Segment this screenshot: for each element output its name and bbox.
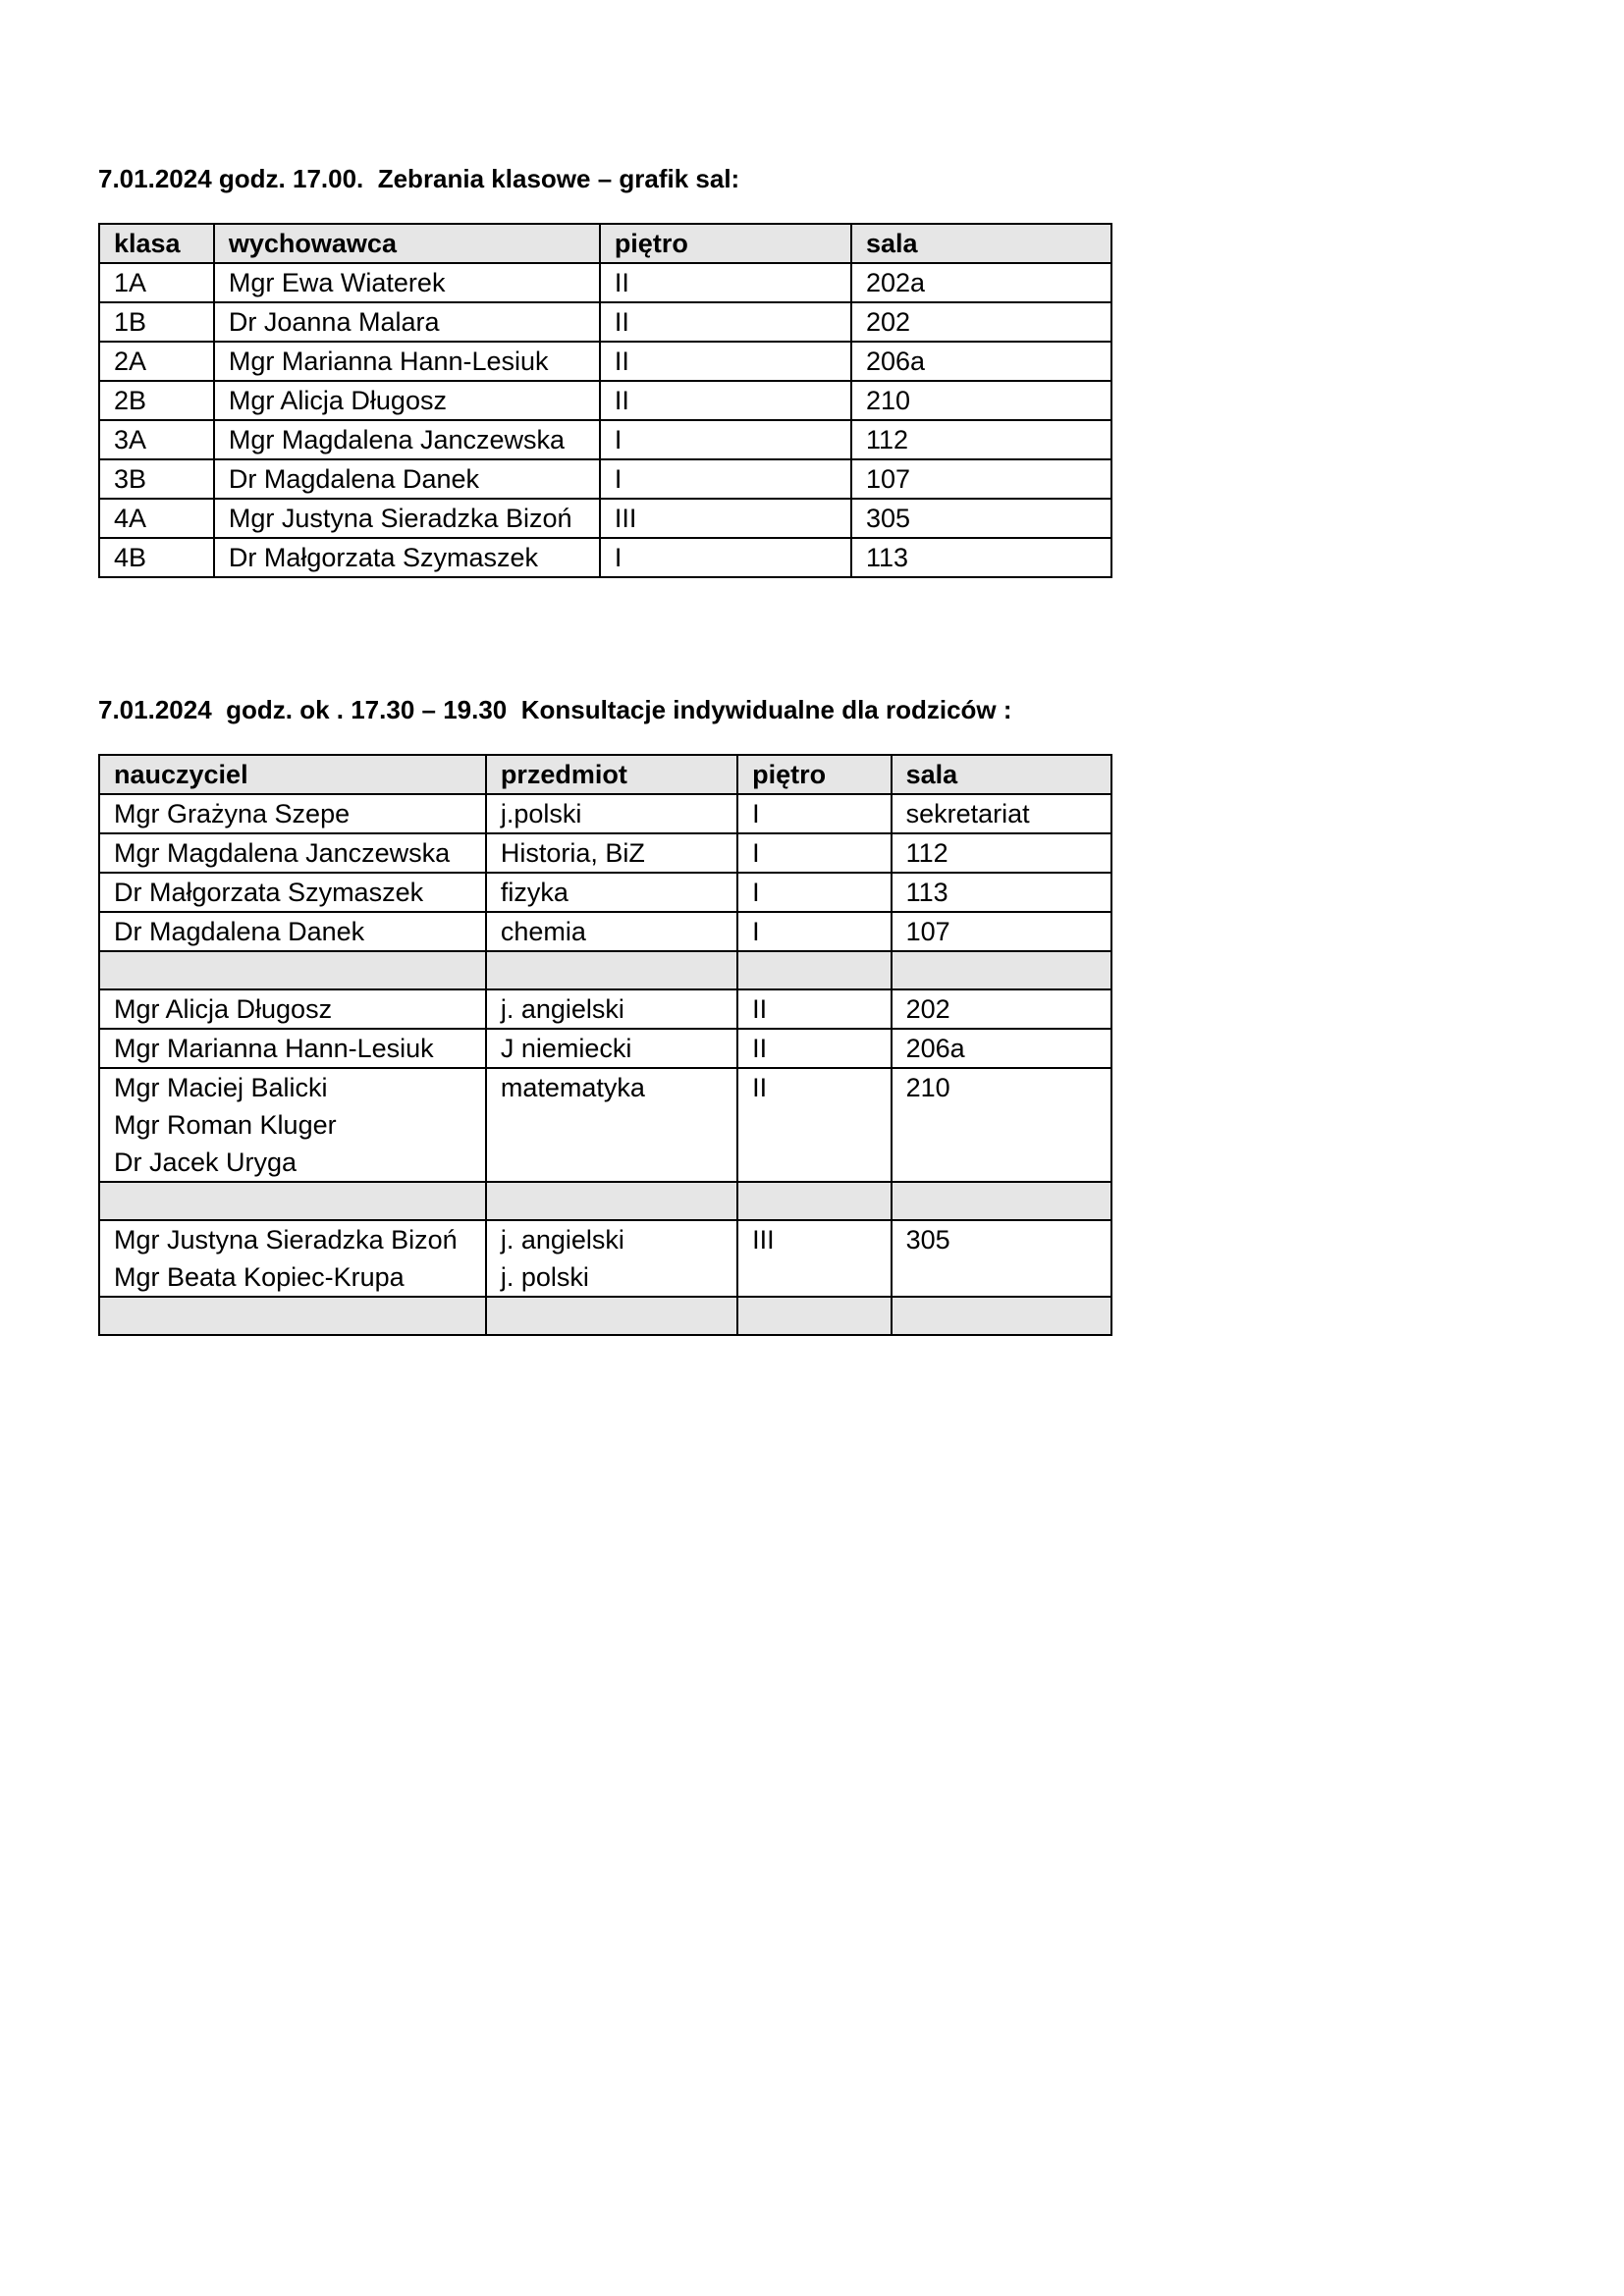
floor-cell [737, 989, 892, 1029]
homeroom-teacher-cell: Dr Magdalena Danek [214, 459, 600, 499]
empty-cell [486, 951, 737, 989]
room-cell: 202a [851, 263, 1111, 302]
floor-cell: II [600, 342, 851, 381]
table-row [99, 459, 1111, 499]
table-row [99, 833, 1111, 873]
subject-cell [486, 912, 737, 951]
class-cell: 4A [99, 499, 214, 538]
teacher-cell [99, 873, 486, 912]
cell-line: 305 [905, 1225, 950, 1255]
class-cell: 3B [99, 459, 214, 499]
floor-cell [737, 833, 892, 873]
floor-cell: I [600, 420, 851, 459]
cell-line: 107 [905, 917, 950, 946]
empty-cell [99, 1297, 486, 1335]
cell-line: Mgr Magdalena Janczewska [114, 838, 451, 868]
floor-cell [737, 873, 892, 912]
empty-cell [892, 951, 1111, 989]
cell-line: Mgr Justyna Sieradzka Bizoń [114, 1225, 458, 1255]
cell-line: I [752, 838, 760, 868]
cell-line: matematyka [500, 1073, 645, 1102]
table-row [99, 381, 1111, 420]
class-cell: 1A [99, 263, 214, 302]
homeroom-teacher-cell: Dr Joanna Malara [214, 302, 600, 342]
table-header-row [99, 755, 1111, 794]
room-cell: 113 [851, 538, 1111, 577]
empty-cell [737, 1297, 892, 1335]
room-cell [892, 912, 1111, 951]
floor-cell [737, 794, 892, 833]
blank-separator-row [99, 1182, 1111, 1220]
class-cell: 2B [99, 381, 214, 420]
table-row [99, 989, 1111, 1029]
class-cell: 4B [99, 538, 214, 577]
floor-cell [737, 1220, 892, 1297]
cell-line: fizyka [500, 878, 568, 907]
column-header-room: sala [851, 224, 1111, 263]
room-cell: 107 [851, 459, 1111, 499]
teacher-cell [99, 1220, 486, 1297]
cell-line: 202 [905, 994, 950, 1024]
cell-line: Dr Jacek Uryga [114, 1148, 298, 1177]
table-row [99, 499, 1111, 538]
room-cell: 206a [851, 342, 1111, 381]
room-cell: 112 [851, 420, 1111, 459]
floor-cell [737, 1068, 892, 1182]
homeroom-teacher-cell: Mgr Justyna Sieradzka Bizoń [214, 499, 600, 538]
table-row [99, 263, 1111, 302]
cell-line: Historia, BiZ [500, 838, 645, 868]
table-row [99, 1029, 1111, 1068]
cell-line: Mgr Roman Kluger [114, 1110, 337, 1140]
room-cell [892, 989, 1111, 1029]
subject-cell [486, 1068, 737, 1182]
teacher-cell [99, 833, 486, 873]
cell-line: Mgr Beata Kopiec-Krupa [114, 1262, 405, 1292]
empty-cell [892, 1297, 1111, 1335]
class-meetings-table [98, 223, 1112, 578]
teacher-cell [99, 794, 486, 833]
column-header-class: klasa [99, 224, 214, 263]
cell-line: chemia [500, 917, 586, 946]
floor-cell [737, 912, 892, 951]
cell-line: Dr Małgorzata Szymaszek [114, 878, 424, 907]
teacher-cell [99, 989, 486, 1029]
class-cell: 1B [99, 302, 214, 342]
consultations-heading: 7.01.2024 godz. ok . 17.30 – 19.30 Konsultacje indywidualne dla rodziców : [98, 695, 1012, 724]
table-row [99, 302, 1111, 342]
floor-cell: III [600, 499, 851, 538]
column-header-floor: piętro [600, 224, 851, 263]
empty-cell [486, 1297, 737, 1335]
blank-separator-row [99, 1297, 1111, 1335]
table-row [99, 1220, 1111, 1297]
room-cell: 305 [851, 499, 1111, 538]
column-header-subject: przedmiot [486, 755, 737, 794]
cell-line: 112 [905, 838, 948, 868]
homeroom-teacher-cell: Mgr Magdalena Janczewska [214, 420, 600, 459]
table-header-row [99, 224, 1111, 263]
teacher-cell [99, 912, 486, 951]
floor-cell: I [600, 459, 851, 499]
cell-line: Mgr Alicja Długosz [114, 994, 333, 1024]
subject-cell [486, 989, 737, 1029]
subject-cell [486, 1220, 737, 1297]
floor-cell: I [600, 538, 851, 577]
cell-line: j. angielski [500, 1225, 624, 1255]
room-cell [892, 1220, 1111, 1297]
table-row [99, 342, 1111, 381]
empty-cell [737, 1182, 892, 1220]
cell-line: III [752, 1225, 775, 1255]
cell-line: II [752, 994, 768, 1024]
floor-cell [737, 1029, 892, 1068]
cell-line: j.polski [500, 799, 582, 828]
cell-line: 206a [905, 1034, 965, 1063]
teacher-cell [99, 1029, 486, 1068]
table-row [99, 420, 1111, 459]
cell-line: J niemiecki [500, 1034, 632, 1063]
column-header-teacher: nauczyciel [99, 755, 486, 794]
table-row [99, 538, 1111, 577]
cell-line: j. polski [500, 1262, 589, 1292]
consultations-table-body [99, 794, 1111, 1335]
cell-line: II [752, 1034, 768, 1063]
subject-cell [486, 794, 737, 833]
room-cell [892, 833, 1111, 873]
room-cell: 210 [851, 381, 1111, 420]
empty-cell [737, 951, 892, 989]
class-meetings-table-body [99, 263, 1111, 577]
table-row [99, 873, 1111, 912]
room-cell [892, 1029, 1111, 1068]
cell-line: 113 [905, 878, 948, 907]
subject-cell [486, 1029, 737, 1068]
table-row [99, 912, 1111, 951]
cell-line: Mgr Maciej Balicki [114, 1073, 328, 1102]
blank-separator-row [99, 951, 1111, 989]
class-meetings-heading: 7.01.2024 godz. 17.00. Zebrania klasowe – grafik sal: [98, 164, 740, 193]
cell-line: I [752, 799, 760, 828]
cell-line: j. angielski [500, 994, 624, 1024]
floor-cell: II [600, 302, 851, 342]
table-row [99, 1068, 1111, 1182]
empty-cell [99, 1182, 486, 1220]
table-row [99, 794, 1111, 833]
class-cell: 3A [99, 420, 214, 459]
empty-cell [892, 1182, 1111, 1220]
column-header-homeroom-teacher: wychowawca [214, 224, 600, 263]
consultations-table [98, 754, 1112, 1336]
room-cell: 202 [851, 302, 1111, 342]
homeroom-teacher-cell: Mgr Alicja Długosz [214, 381, 600, 420]
homeroom-teacher-cell: Mgr Marianna Hann-Lesiuk [214, 342, 600, 381]
homeroom-teacher-cell: Mgr Ewa Wiaterek [214, 263, 600, 302]
cell-line: I [752, 878, 760, 907]
cell-line: Mgr Marianna Hann-Lesiuk [114, 1034, 434, 1063]
cell-line: Dr Magdalena Danek [114, 917, 365, 946]
teacher-cell [99, 1068, 486, 1182]
cell-line: I [752, 917, 760, 946]
empty-cell [99, 951, 486, 989]
empty-cell [486, 1182, 737, 1220]
room-cell [892, 873, 1111, 912]
cell-line: II [752, 1073, 768, 1102]
cell-line: Mgr Grażyna Szepe [114, 799, 351, 828]
cell-line: sekretariat [905, 799, 1030, 828]
floor-cell: II [600, 263, 851, 302]
column-header-floor: piętro [737, 755, 892, 794]
homeroom-teacher-cell: Dr Małgorzata Szymaszek [214, 538, 600, 577]
cell-line: 210 [905, 1073, 950, 1102]
room-cell [892, 1068, 1111, 1182]
subject-cell [486, 873, 737, 912]
subject-cell [486, 833, 737, 873]
room-cell [892, 794, 1111, 833]
floor-cell: II [600, 381, 851, 420]
column-header-room: sala [892, 755, 1111, 794]
class-cell: 2A [99, 342, 214, 381]
